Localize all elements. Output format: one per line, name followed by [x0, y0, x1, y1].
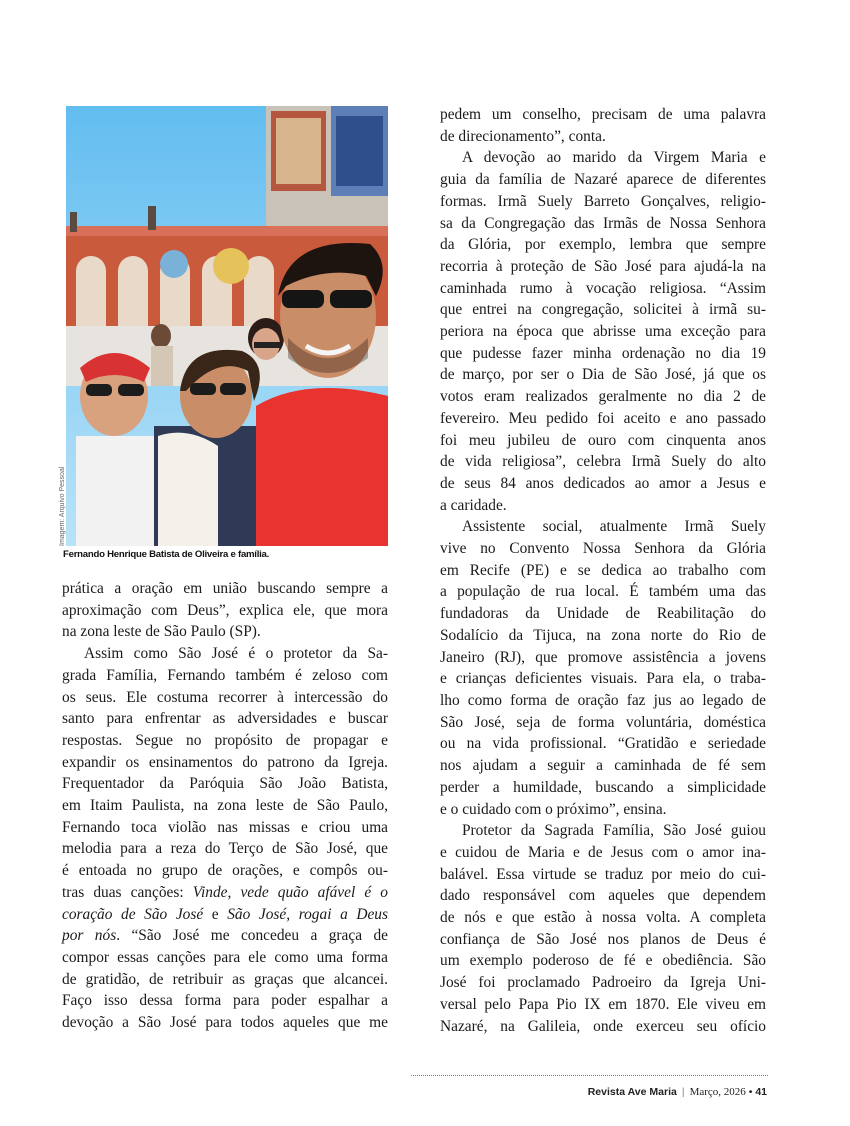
text-line: periora na época que abrisse uma exceção para [440, 323, 766, 341]
paragraph [440, 516, 766, 820]
paragraph [62, 643, 388, 1034]
paragraph [440, 820, 766, 1037]
song-title: São José, rogai a Deus [227, 905, 388, 923]
text-line: dado responsável com aqueles que dependem [440, 887, 766, 905]
text-line: guia da família de Nazaré aparece de diferentes [440, 171, 766, 189]
text-line: A devoção ao marido da Virgem Maria e [462, 149, 766, 167]
text-line: devoção a São José para todos aqueles que me [62, 1014, 388, 1032]
text-line: de março, por ser o Dia de São José, já que os [440, 366, 766, 384]
text-line: em Recife (PE) e se dedica ao trabalho com [440, 561, 766, 579]
text-line: prática a oração em união buscando sempre a [62, 580, 388, 597]
paragraph [62, 578, 388, 643]
page-footer [588, 1086, 767, 1098]
footer-separator: | [681, 1086, 685, 1098]
text-line: versal pelo Papa Pio IX em 1870. Ele viveu em [440, 995, 766, 1013]
text-line: expandir os ensinamentos do patrono da Igreja. [62, 753, 388, 771]
song-title: por nós [62, 927, 117, 945]
text-line: respostas. Segue no propósito de propagar e [62, 731, 388, 749]
text-line: perder a humildade, buscando a simplicidade [440, 778, 766, 796]
text-line: em Itaim Paulista, na zona leste de São Paulo, [62, 797, 388, 815]
left-column [62, 578, 388, 1034]
issue-date: Março, 2026 [689, 1086, 746, 1098]
text-line: ou na vida profissional. “Gratidão e seriedade [440, 735, 766, 753]
text-run: tras duas canções: [62, 883, 193, 901]
text-line: votos eram realizados geralmente no dia 2 de [440, 388, 766, 406]
text-line: Nazaré, na Galileia, onde exerceu seu ofício [440, 1017, 766, 1035]
text-line: sa da Congregação das Irmãs de Nossa Senhora [440, 214, 766, 232]
text-line: Fernando toca violão nas missas e criou uma [62, 818, 388, 836]
text-line: Faço isso dessa forma para poder espalhar a [62, 992, 388, 1010]
family-photo [66, 106, 388, 546]
text-line: de gratidão, de retribuir as graças que alcancei. [62, 970, 388, 988]
text-line [62, 904, 388, 926]
text-line: Assistente social, atualmente Irmã Suely [462, 518, 766, 536]
photo-credit-text: Imagem: Arquivo Pessoal [59, 466, 66, 546]
text-line: Frequentador da Paróquia São João Batista, [62, 775, 388, 793]
text-line: vive no Convento Nossa Senhora da Glória [440, 540, 766, 558]
text-line: que pudesse fazer minha ordenação no dia 19 [440, 344, 766, 362]
text-line: caminhada rumo à vocação religiosa. “Assim [440, 279, 766, 297]
paragraph [440, 147, 766, 516]
text-line: lho como forma de oração faz jus ao legado de [440, 691, 766, 709]
text-line: melodia para a reza do Terço de São José, que [62, 840, 388, 858]
footer-bullet: • [748, 1086, 753, 1098]
text-line: da Glória, por exemplo, lembra que sempre [440, 236, 766, 254]
text-line: e crianças deficientes visuais. Para ela, o traba- [440, 670, 766, 688]
text-line: a população de rua local. É também uma das [440, 583, 766, 601]
text-line: balável. Essa virtude se traduz por meio do cui- [440, 865, 766, 883]
text-line: um exemplo poderoso de fé e obediência. São [440, 952, 766, 970]
footer-divider [411, 1075, 768, 1076]
text-line: na zona leste de São Paulo (SP). [62, 623, 261, 641]
text-line: de vida religiosa”, celebra Irmã Suely do alto [440, 453, 766, 471]
selfie-illustration [66, 106, 388, 546]
song-title: coração de São José [62, 905, 204, 923]
text-line: e o cuidado com o próximo”, ensina. [440, 800, 667, 818]
text-line: compor essas canções para ele como uma forma [62, 948, 388, 966]
text-line: Sodalício da Tijuca, na zona norte do Rio de [440, 626, 766, 644]
text-run: . “São José me concedeu a graça de [116, 927, 388, 945]
text-line: fevereiro. Meu pedido foi aceito e ano passado [440, 409, 766, 427]
text-line: pedem um conselho, precisam de uma palavra [440, 106, 766, 123]
text-line: recorria à proteção de São José para ajudá-la na [440, 257, 766, 275]
text-line: confiança de São José nos planos de Deus é [440, 930, 766, 948]
text-line: fundadoras da Unidade de Reabilitação do [440, 605, 766, 623]
text-line: formas. Irmã Suely Barreto Gonçalves, religio- [440, 192, 766, 210]
text-line [62, 925, 388, 947]
paragraph [440, 104, 766, 147]
photo-caption: Fernando Henrique Batista de Oliveira e família. [63, 549, 270, 560]
text-line: os seus. Ele costuma recorrer à intercessão do [62, 688, 388, 706]
text-line: a caridade. [440, 496, 507, 514]
text-line: foi meu jubileu de ouro com cinquenta anos [440, 431, 766, 449]
text-line: nos ajudam a seguir a caminhada de fé sem [440, 757, 766, 775]
text-line: de nós e que estão à nossa volta. A completa [440, 909, 766, 927]
text-line: é entoada no grupo de orações, e compôs ou- [62, 862, 388, 880]
text-run: e [203, 905, 228, 923]
right-column [440, 104, 766, 1037]
text-line: Assim como São José é o protetor da Sa- [84, 645, 388, 663]
text-line: grada Família, Fernando também é zeloso com [62, 666, 388, 684]
text-line: São José, seja de forma voluntária, doméstica [440, 713, 766, 731]
text-line: aproximação com Deus”, explica ele, que mora [62, 601, 388, 619]
text-line: santo para enfrentar as adversidades e buscar [62, 710, 388, 728]
text-line: e cuidou de Maria e de Jesus com o amor ina- [440, 843, 766, 861]
text-line [62, 882, 388, 904]
page-number: 41 [755, 1086, 767, 1098]
text-line: de seus 84 anos dedicados ao amor a Jesus e [440, 474, 766, 492]
text-line: Janeiro (RJ), que promove assistência a jovens [440, 648, 766, 666]
song-title: Vinde, vede quão afável é o [192, 883, 388, 901]
text-line: José foi proclamado Padroeiro da Igreja Uni- [440, 974, 766, 992]
photo-credit [56, 466, 66, 546]
text-line: de direcionamento”, conta. [440, 127, 606, 145]
magazine-name: Revista Ave Maria [587, 1086, 677, 1098]
text-line: que entrei na congregação, solicitei à irmã su- [440, 301, 766, 319]
text-line: Protetor da Sagrada Família, São José guiou [462, 822, 766, 840]
